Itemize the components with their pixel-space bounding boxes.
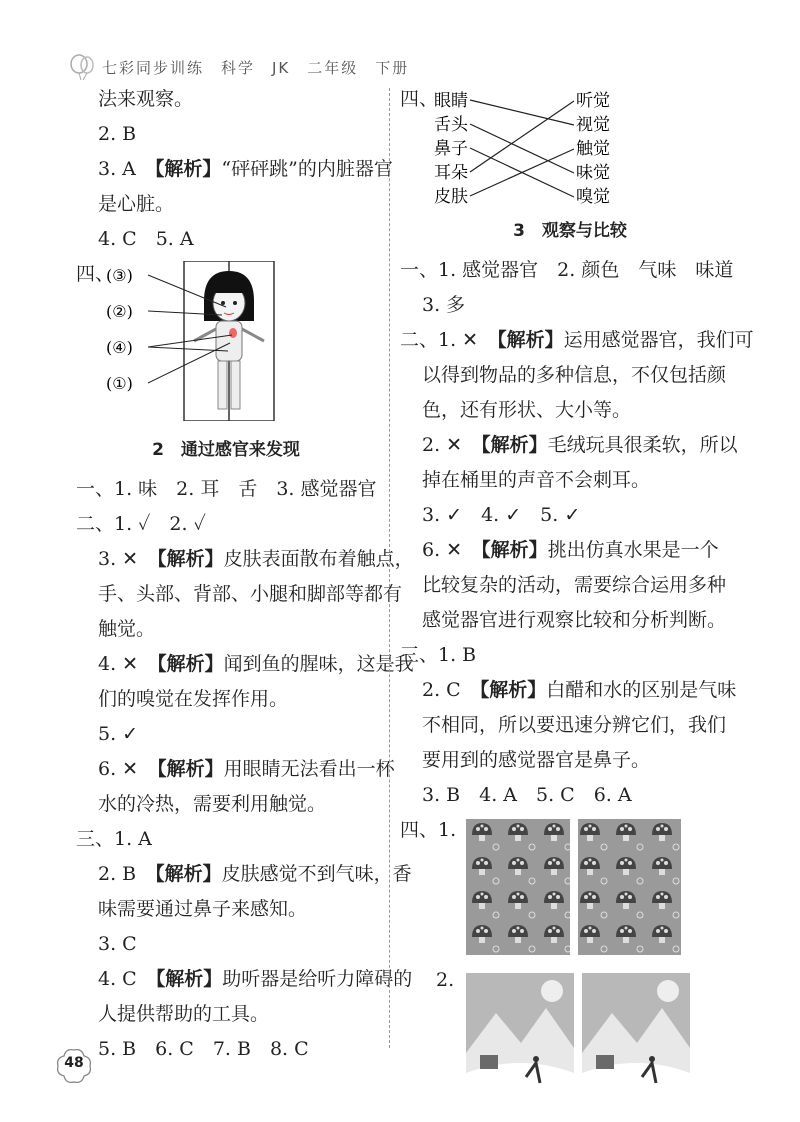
question-label: 2. <box>436 969 455 991</box>
organ-figure-block <box>76 257 376 429</box>
answer-line: 4. C 【解析】助听器是给听力障碍的 <box>98 968 413 990</box>
match-left: 鼻子 <box>434 139 468 159</box>
image-answers-block <box>400 813 740 1113</box>
answer-line: 3. ✓ 4. ✓ 5. ✓ <box>422 504 581 526</box>
match-right: 味觉 <box>576 163 610 183</box>
page-header <box>68 52 409 82</box>
answer-line: 一、1. 感觉器官 2. 颜色 气味 味道 <box>400 259 734 281</box>
answer-line: 3. B 4. A 5. C 6. A <box>422 784 632 806</box>
match-right: 嗅觉 <box>576 187 610 207</box>
answer-line: 6. ✕ 【解析】挑出仿真水果是一个 <box>422 539 719 561</box>
answer-line: 2. B 【解析】皮肤感觉不到气味，香 <box>98 863 412 885</box>
answer-line: 3. ✕ 【解析】皮肤表面散布着触点， <box>98 548 414 570</box>
answer-line: 三、1. A <box>76 828 152 850</box>
question-label: 四、 <box>76 263 115 285</box>
match-left: 眼睛 <box>434 91 468 111</box>
match-right: 听觉 <box>576 91 610 111</box>
figure-label: (①) <box>106 374 133 393</box>
match-left: 皮肤 <box>434 187 468 207</box>
question-label: 四、 <box>400 88 439 110</box>
match-right: 视觉 <box>576 115 610 135</box>
left-column <box>76 82 414 1067</box>
answer-line: 手、头部、背部、小腿和脚部等都有 <box>98 583 403 605</box>
header-title: 七彩同步训练 科学 JK 二年级 下册 <box>102 58 410 77</box>
right-column <box>400 82 754 1113</box>
figure-label: (④) <box>106 338 133 357</box>
answer-line: 2. C 【解析】白醋和水的区别是气味 <box>422 679 737 701</box>
answer-line: 不相同，所以要迅速分辨它们，我们 <box>422 714 727 736</box>
match-left: 舌头 <box>434 115 468 135</box>
figure-label: (②) <box>106 302 133 321</box>
answer-line: 人提供帮助的工具。 <box>98 1003 270 1025</box>
answer-line: 味需要通过鼻子来感知。 <box>98 898 308 920</box>
answer-line: 水的冷热，需要利用触觉。 <box>98 793 327 815</box>
answer-line: 2. ✕ 【解析】毛绒玩具很柔软，所以 <box>422 434 738 456</box>
answer-line: 是心脏。 <box>98 193 175 215</box>
answer-line: 4. ✕ 【解析】闻到鱼的腥味，这是我 <box>98 653 414 675</box>
answer-line: 法来观察。 <box>98 88 194 110</box>
match-right: 触觉 <box>576 139 610 159</box>
answer-line: 感觉器官进行观察比较和分析判断。 <box>422 609 727 631</box>
answer-line: 4. C 5. A <box>98 228 194 250</box>
answer-line: 三、1. B <box>400 644 477 666</box>
match-left: 耳朵 <box>434 163 468 183</box>
ski-scene-compare-images <box>466 973 712 1107</box>
answer-line: 6. ✕ 【解析】用眼睛无法看出一杯 <box>98 758 395 780</box>
answer-line: 要用到的感觉器官是鼻子。 <box>422 749 651 771</box>
answer-line: 3. 多 <box>422 294 466 316</box>
answer-line: 二、1. ✓ 2. ✓ <box>76 513 206 535</box>
matching-diagram <box>434 82 624 207</box>
answer-line: 色，还有形状、大小等。 <box>422 399 632 421</box>
answer-line: 2. B <box>98 123 137 145</box>
answer-line: 3. A 【解析】“砰砰跳”的内脏器官 <box>98 158 393 180</box>
page-number: 48 <box>64 1055 84 1071</box>
question-label: 四、1. <box>400 819 457 841</box>
answer-line: 以得到物品的多种信息，不仅包括颜 <box>422 364 727 386</box>
column-divider <box>389 88 390 1048</box>
answer-line: 二、1. ✕ 【解析】运用感觉器官，我们可 <box>400 329 754 351</box>
answer-line: 触觉。 <box>98 618 156 640</box>
section-title: 3 观察与比较 <box>513 221 627 241</box>
page-number-badge <box>54 1046 94 1086</box>
answer-line: 5. B 6. C 7. B 8. C <box>98 1038 309 1060</box>
answer-line: 们的嗅觉在发挥作用。 <box>98 688 289 710</box>
section-title: 2 通过感官来发现 <box>152 440 300 460</box>
mushroom-compare-images <box>466 819 712 955</box>
answer-line: 3. C <box>98 933 137 955</box>
answer-line: 5. ✓ <box>98 723 139 745</box>
answer-line: 一、1. 味 2. 耳 舌 3. 感觉器官 <box>76 478 377 500</box>
balloon-logo-icon <box>68 53 96 81</box>
girl-organ-diagram <box>106 261 346 421</box>
answer-line: 掉在桶里的声音不会刺耳。 <box>422 469 651 491</box>
figure-label: (③) <box>106 266 133 285</box>
answer-line: 比较复杂的活动，需要综合运用多种 <box>422 574 727 596</box>
matching-block <box>400 82 740 210</box>
